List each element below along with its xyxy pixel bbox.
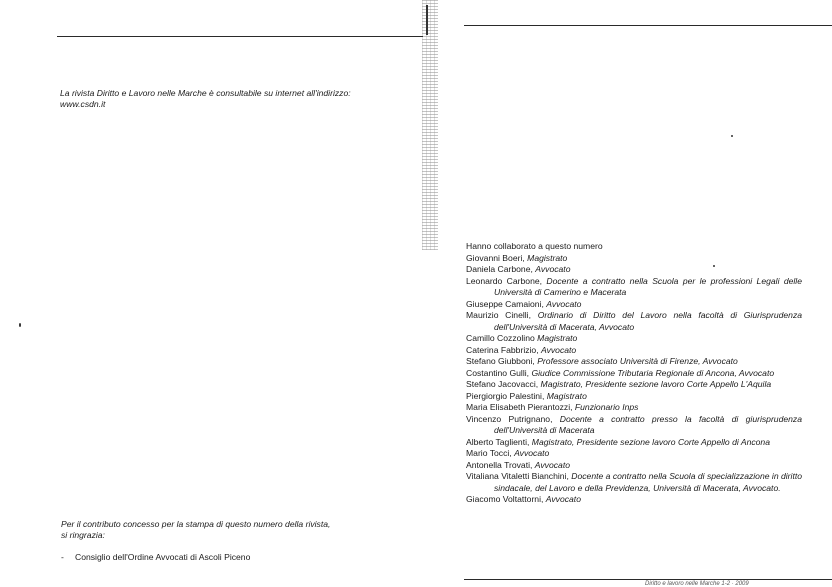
page-footer: Diritto e lavoro nelle Marche 1-2 · 2009	[645, 581, 749, 587]
contributor-role: Avvocato	[545, 494, 581, 504]
contributor-item	[466, 379, 802, 391]
contributor-name: Giacomo Voltattorni,	[466, 494, 544, 504]
contributor-role: Magistrato	[537, 333, 578, 343]
acknowledgements	[61, 519, 391, 563]
contributor-role: Professore associato Università di Firenze, Avvocato	[537, 356, 738, 366]
contributor-name: Vitaliana Vitaletti Bianchini,	[466, 471, 569, 481]
contributor-role: Avvocato	[534, 459, 570, 470]
contributor-item	[466, 264, 802, 276]
contributors-list	[466, 253, 802, 506]
contributor-name: Caterina Fabbrizio,	[466, 344, 539, 355]
right-footer-rule	[464, 579, 832, 580]
left-header-rule	[57, 36, 423, 37]
contributors-section	[466, 241, 802, 506]
contributor-role: Giudice Commissione Tributaria Regionale di Ancona, Avvocato	[531, 367, 775, 378]
contributor-role: Avvocato	[535, 264, 571, 274]
website-notice	[60, 88, 405, 110]
scan-speck	[19, 323, 21, 327]
scan-speck	[713, 265, 715, 267]
contributor-item	[466, 448, 802, 460]
contributor-role: Avvocato	[546, 298, 582, 309]
acknowledgements-line-2: si ringrazia:	[61, 529, 105, 540]
contributor-item	[466, 333, 802, 345]
list-bullet: -	[61, 552, 64, 562]
contributor-role: Funzionario Inps	[574, 402, 639, 412]
acknowledgements-line-1: Per il contributo concesso per la stampa di questo numero della rivista,	[61, 519, 331, 529]
acknowledgement-item	[61, 552, 391, 563]
contributor-name: Vincenzo Putrignano,	[466, 413, 553, 424]
contributor-role: Ordinario di Diritto del Lavoro nella facoltà di Giurisprudenza dell'Università di Macerata, Avvocato	[494, 310, 803, 332]
contributors-heading: Hanno collaborato a questo numero	[466, 241, 603, 251]
contributor-role: Docente a contratto presso la facoltà di giurisprudenza dell'Università di Macerata	[494, 413, 803, 435]
contributor-name: Giuseppe Camaioni,	[466, 298, 544, 309]
contributor-item	[466, 494, 802, 506]
contributor-item	[466, 356, 802, 368]
contributor-name: Maria Elisabeth Pierantozzi,	[466, 402, 573, 412]
contributor-name: Stefano Jacovacci,	[466, 379, 539, 389]
contributor-item	[466, 276, 802, 299]
contributor-item	[466, 299, 802, 311]
book-spine-mark	[426, 5, 428, 35]
contributor-role: Magistrato, Presidente sezione lavoro Corte Appello L'Aquila	[540, 379, 772, 389]
contributor-role: Magistrato	[527, 252, 568, 263]
contributor-role: Docente a contratto nella Scuola di specializzazione in diritto sindacale, del Lavoro e della Previdenza, Università di Macerata, Avvocato.	[494, 471, 802, 493]
contributor-name: Piergiorgio Palestini,	[466, 390, 545, 401]
contributor-item	[466, 414, 802, 437]
contributor-name: Leonardo Carbone,	[466, 275, 543, 286]
scan-speck	[731, 135, 733, 137]
contributor-item	[466, 460, 802, 472]
contributor-role: Docente a contratto nella Scuola per le professioni Legali delle Università di Camerino e Macerata	[494, 275, 802, 297]
contributor-name: Daniela Carbone,	[466, 264, 533, 274]
contributor-name: Mario Tocci,	[466, 448, 512, 458]
contributor-item	[466, 253, 802, 265]
contributor-name: Alberto Taglienti,	[466, 436, 530, 447]
right-header-rule	[464, 25, 832, 26]
contributor-item	[466, 402, 802, 414]
contributor-name: Maurizio Cinelli,	[466, 310, 531, 320]
contributor-name: Antonella Trovati,	[466, 459, 533, 470]
contributor-item	[466, 471, 802, 494]
contributor-name: Costantino Gulli,	[466, 367, 530, 378]
contributor-name: Camillo Cozzolino	[466, 333, 535, 343]
website-notice-text: La rivista Diritto e Lavoro nelle Marche è consultabile su internet all'indirizzo:	[60, 88, 351, 98]
contributor-role: Avvocato	[541, 344, 577, 355]
contributor-item	[466, 391, 802, 403]
contributor-item	[466, 368, 802, 380]
contributor-name: Stefano Giubboni,	[466, 356, 535, 366]
contributor-role: Magistrato, Presidente sezione lavoro Corte Appello di Ancona	[531, 436, 770, 447]
website-url: www.csdn.it	[60, 99, 106, 109]
contributor-item	[466, 345, 802, 357]
acknowledgement-label: Consiglio dell'Ordine Avvocati di Ascoli Piceno	[75, 552, 251, 562]
contributor-name: Giovanni Boeri,	[466, 252, 525, 263]
contributor-role: Avvocato	[514, 448, 550, 458]
contributor-item	[466, 310, 802, 333]
contributor-role: Magistrato	[546, 390, 587, 401]
contributor-item	[466, 437, 802, 449]
